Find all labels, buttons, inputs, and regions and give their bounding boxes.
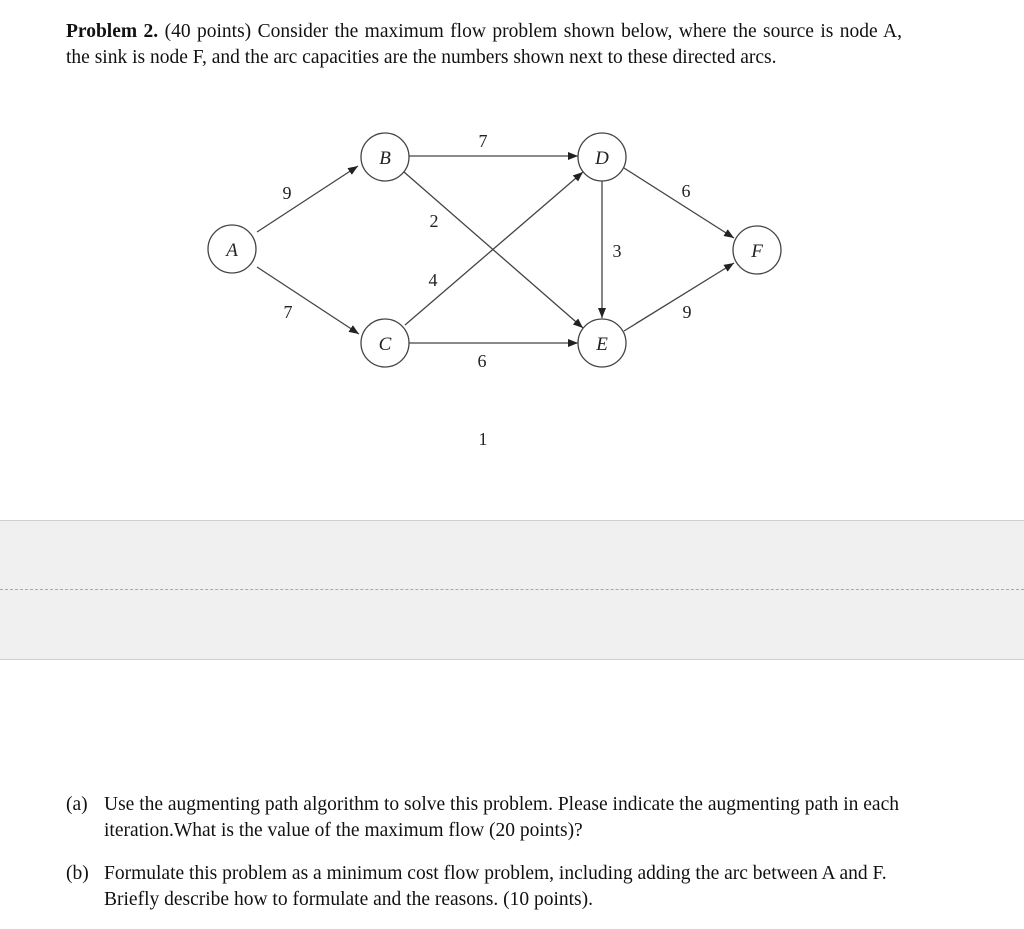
blank-answer-band — [0, 520, 1024, 660]
node-d — [578, 133, 626, 181]
part-a-text: Use the augmenting path algorithm to solve this problem. Please indicate the augmenting path in each iteration.What is the value of the maximum flow (20 points)? — [104, 794, 899, 841]
question-part-a — [66, 792, 916, 843]
part-b-text: Formulate this problem as a minimum cost flow problem, including adding the arc between A and F. Briefly describe how to formulate and the reasons. (10 points). — [104, 863, 887, 910]
capacity-label-e-f: 9 — [682, 302, 692, 322]
capacity-label-a-b: 9 — [282, 183, 292, 203]
problem-heading: Problem 2. — [66, 21, 159, 42]
arc-a-c — [257, 267, 359, 334]
arc-e-f — [624, 263, 734, 331]
problem-points: (40 points) — [164, 21, 252, 42]
question-part-b — [66, 861, 916, 912]
capacity-label-c-e: 6 — [477, 351, 487, 371]
part-a-marker: (a) — [66, 794, 88, 815]
node-b-label: B — [379, 148, 391, 169]
capacity-label-b-e: 2 — [429, 211, 439, 231]
capacity-label-d-f: 6 — [681, 181, 691, 201]
dashed-divider — [0, 589, 1024, 590]
arc-a-b — [257, 166, 358, 232]
arc-d-f — [624, 168, 734, 238]
node-c — [361, 319, 409, 367]
capacity-label-a-c: 7 — [283, 302, 293, 322]
arc-c-d — [405, 172, 583, 325]
capacity-label-c-d: 4 — [428, 270, 438, 290]
problem-text: Consider the maximum flow problem shown below, where the source is node A, the sink is node F, and the arc capacities are the numbers shown next to these directed arcs. — [66, 21, 902, 68]
node-e-label: E — [596, 334, 608, 355]
node-b — [361, 133, 409, 181]
capacity-label-b-d: 7 — [478, 131, 488, 151]
node-e — [578, 319, 626, 367]
figure-number: 1 — [478, 429, 488, 449]
node-d-label: D — [595, 148, 609, 169]
capacity-label-d-e: 3 — [612, 241, 622, 261]
node-a-label: A — [226, 240, 238, 261]
part-b-marker: (b) — [66, 863, 89, 884]
node-f — [733, 226, 781, 274]
node-a — [208, 225, 256, 273]
node-f-label: F — [751, 241, 763, 262]
node-c-label: C — [378, 334, 392, 355]
